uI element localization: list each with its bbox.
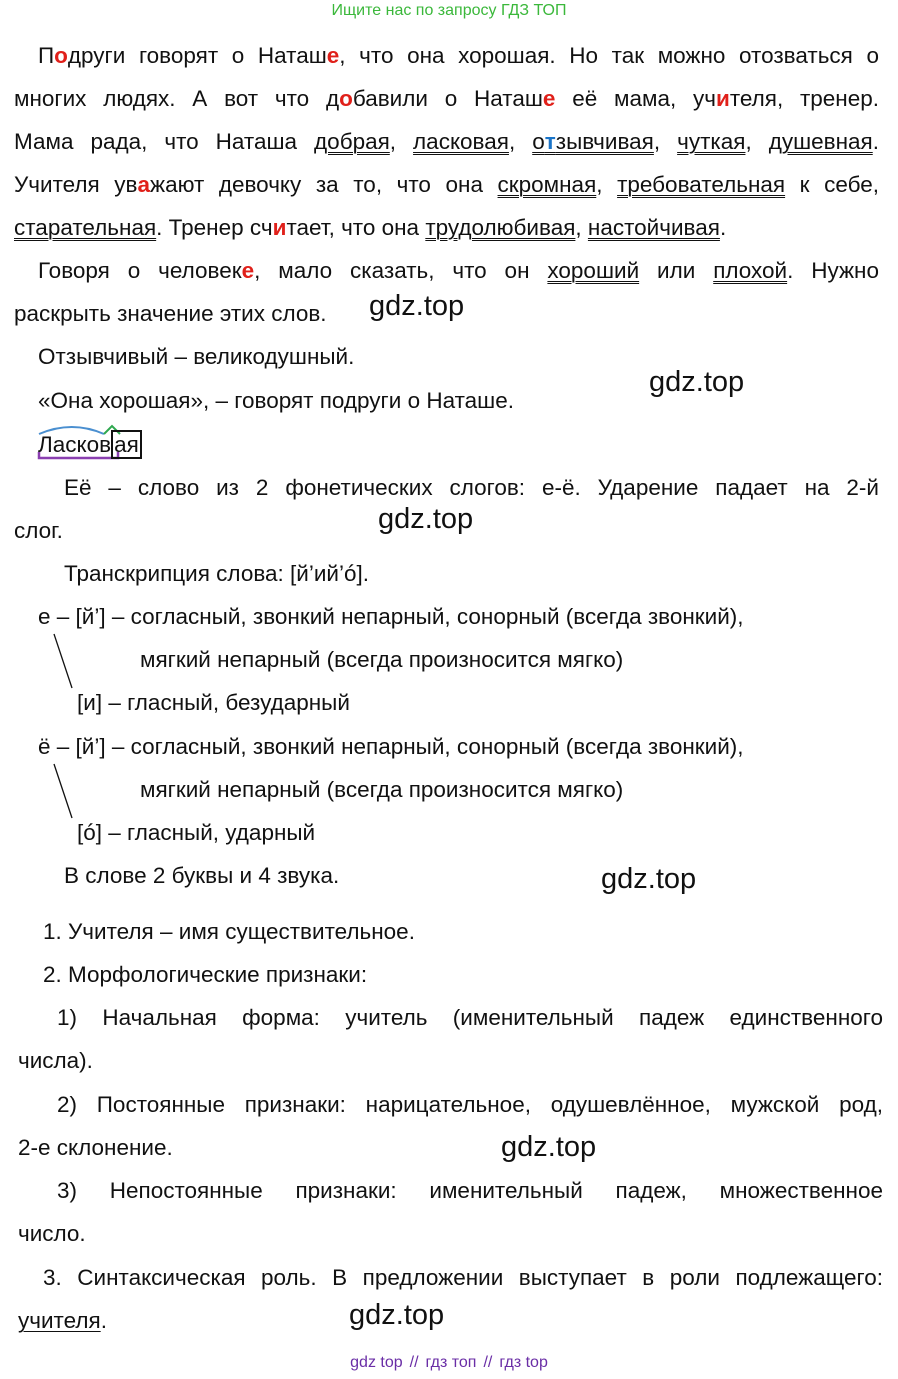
parse-item-5b: число. bbox=[18, 1221, 86, 1246]
morpheme-ending: ая bbox=[111, 430, 142, 459]
phon-e-line-1: е – [й’] – согласный, звонкий непарный, сонорный (всегда звонкий), bbox=[38, 604, 744, 629]
phon-yo-line-2: мягкий непарный (всегда произносится мягко) bbox=[140, 777, 624, 802]
footer-separator: // bbox=[409, 1354, 419, 1371]
paragraph-2-line-2: раскрыть значение этих слов. bbox=[14, 301, 327, 326]
phonetic-line-1: Её – слово из 2 фонетических слогов: е-ё. Ударение падает на 2-й bbox=[64, 475, 879, 500]
morpheme-root: Ласко bbox=[38, 432, 100, 457]
watermark: gdz.top bbox=[369, 290, 465, 322]
phon-e-line-2: мягкий непарный (всегда произносится мягко) bbox=[140, 647, 624, 672]
quote-line: «Она хорошая», – говорят подруги о Наташе. bbox=[38, 388, 514, 413]
parse-item-5a: 3) Непостоянные признаки: именительный падеж, множественное bbox=[57, 1178, 883, 1203]
phon-yo-line-1: ё – [й’] – согласный, звонкий непарный, сонорный (всегда звонкий), bbox=[38, 734, 744, 759]
footer-link-3[interactable]: гдз top bbox=[499, 1354, 548, 1371]
parse-item-4b: 2-е склонение. bbox=[18, 1135, 173, 1160]
footer-separator: // bbox=[483, 1354, 493, 1371]
phon-yo-line-3: [ó] – гласный, ударный bbox=[77, 820, 316, 845]
search-hint: Ищите нас по запросу ГДЗ ТОП bbox=[331, 2, 567, 19]
watermark: gdz.top bbox=[349, 1299, 445, 1331]
phon-e-line-3: [и] – гласный, безударный bbox=[77, 690, 350, 715]
paragraph-1-line-2: многих людях. А вот что добавили о Наташе её мама, учителя, тренер. bbox=[14, 86, 880, 111]
paragraph-1-line-3: Мама рада, что Наташа добрая, ласковая, отзывчивая, чуткая, душевная. bbox=[14, 129, 879, 154]
parse-item-3b: числа). bbox=[18, 1048, 93, 1073]
parse-item-3a: 1) Начальная форма: учитель (именительный падеж единственного bbox=[57, 1005, 883, 1030]
connector-e bbox=[54, 634, 72, 688]
parse-item-4a: 2) Постоянные признаки: нарицательное, одушевлённое, мужской род, bbox=[57, 1092, 883, 1117]
parse-item-6: 3. Синтаксическая роль. В предложении выступает в роли подлежащего: bbox=[43, 1265, 883, 1290]
transcription-line: Транскрипция слова: [й’ий’ó]. bbox=[64, 561, 370, 586]
paragraph-1-line-4: Учителя уважают девочку за то, что она скромная, требовательная к себе, bbox=[14, 172, 879, 197]
paragraph-1-line-5: старательная. Тренер считает, что она трудолюбивая, настойчивая. bbox=[14, 215, 727, 240]
parse-item-2: 2. Морфологические признаки: bbox=[43, 962, 368, 987]
footer-link-2[interactable]: гдз топ bbox=[425, 1354, 477, 1371]
connector-yo bbox=[54, 764, 72, 818]
watermark: gdz.top bbox=[601, 863, 697, 895]
footer-links bbox=[0, 1353, 898, 1373]
phonetic-line-2: слог. bbox=[14, 518, 63, 543]
watermark: gdz.top bbox=[378, 503, 474, 535]
paragraph-1-line-1: Подруги говорят о Наташе, что она хорошая. Но так можно отозваться о bbox=[38, 43, 879, 68]
watermark: gdz.top bbox=[649, 366, 745, 398]
parse-item-1: 1. Учителя – имя существительное. bbox=[43, 919, 415, 944]
parse-item-7: учителя. bbox=[18, 1308, 107, 1333]
synonym-line: Отзывчивый – великодушный. bbox=[38, 344, 355, 369]
morpheme-suffix: в bbox=[99, 432, 112, 457]
sound-count-line: В слове 2 буквы и 4 звука. bbox=[64, 863, 340, 888]
watermark: gdz.top bbox=[501, 1131, 597, 1163]
paragraph-2-line-1: Говоря о человеке, мало сказать, что он хороший или плохой. Нужно bbox=[38, 258, 879, 283]
footer-link-1[interactable]: gdz top bbox=[350, 1354, 403, 1371]
